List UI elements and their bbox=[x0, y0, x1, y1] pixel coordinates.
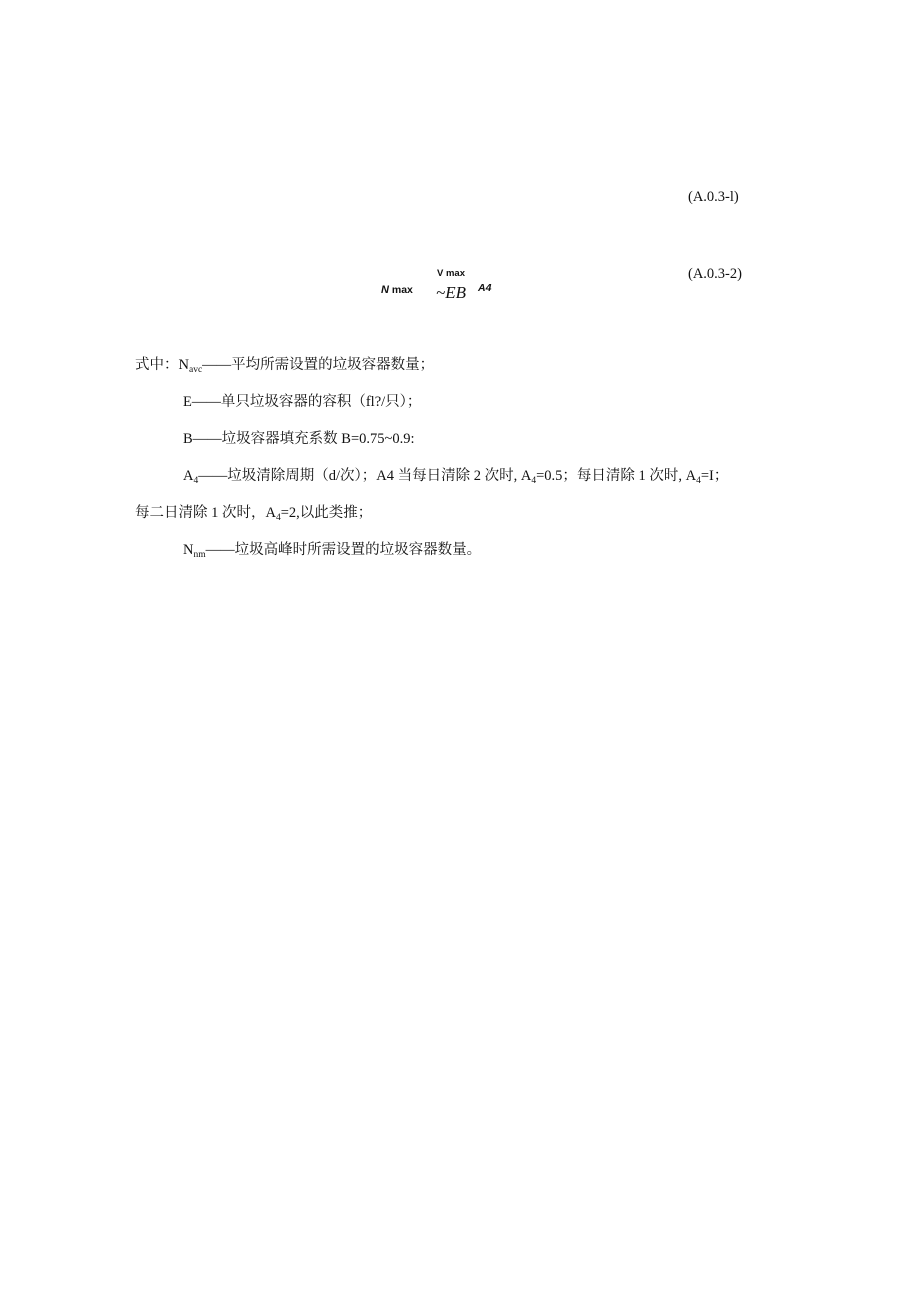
legend-a4cont-a: 每二日清除 1 次时，A bbox=[135, 505, 276, 521]
formula-numerator-symbol: V bbox=[437, 268, 444, 279]
legend-line-e bbox=[183, 392, 421, 412]
formula-numerator bbox=[437, 268, 465, 279]
legend-a4-a-sub: 4 bbox=[193, 476, 199, 486]
legend-navc-prefix: 式中：N bbox=[135, 357, 189, 373]
equation-number-2: (A.0.3-2) bbox=[688, 266, 742, 282]
formula-denominator-factor: A4 bbox=[478, 282, 492, 294]
legend-a4-b-sub: 4 bbox=[531, 476, 537, 486]
formula-numerator-subscript: max bbox=[445, 268, 465, 279]
legend-a4cont-sub: 4 bbox=[275, 513, 281, 523]
formula-lhs-subscript: max bbox=[391, 284, 413, 296]
legend-b-text: B——垃圾容器填充系数 B=0.75~0.9: bbox=[183, 431, 415, 447]
legend-nnm-sub: nm bbox=[193, 550, 206, 560]
legend-line-nnm bbox=[183, 540, 481, 560]
formula-lhs-symbol: N bbox=[381, 284, 389, 296]
equation-number-1: (A.0.3-l) bbox=[688, 189, 739, 205]
legend-line-a4 bbox=[183, 466, 728, 486]
legend-a4-c: =0.5；每日清除 1 次时, A bbox=[536, 468, 697, 484]
formula-lhs bbox=[381, 284, 413, 296]
legend-a4-a: A bbox=[183, 468, 194, 484]
legend-navc-text: ——平均所需设置的垃圾容器数量； bbox=[202, 357, 435, 373]
legend-a4-c-sub: 4 bbox=[696, 476, 701, 486]
legend-a4cont-b: =2,以此类推； bbox=[280, 505, 373, 521]
legend-line-a4-cont bbox=[135, 503, 372, 523]
formula-denominator: ~EB bbox=[436, 283, 466, 302]
legend-line-navc bbox=[135, 355, 434, 375]
legend-navc-sub: avc bbox=[188, 365, 203, 375]
legend-nnm-text: ——垃圾高峰时所需设置的垃圾容器数量。 bbox=[205, 542, 482, 558]
legend-a4-d: =I； bbox=[700, 468, 729, 484]
legend-line-b bbox=[183, 429, 415, 449]
legend-a4-b: ——垃圾清除周期（d/次）；A4 当每日清除 2 次时, A bbox=[198, 468, 532, 484]
legend-e-text: E——单只垃圾容器的容积（fl?/只）； bbox=[183, 394, 422, 410]
legend-nnm-prefix: N bbox=[183, 542, 194, 558]
